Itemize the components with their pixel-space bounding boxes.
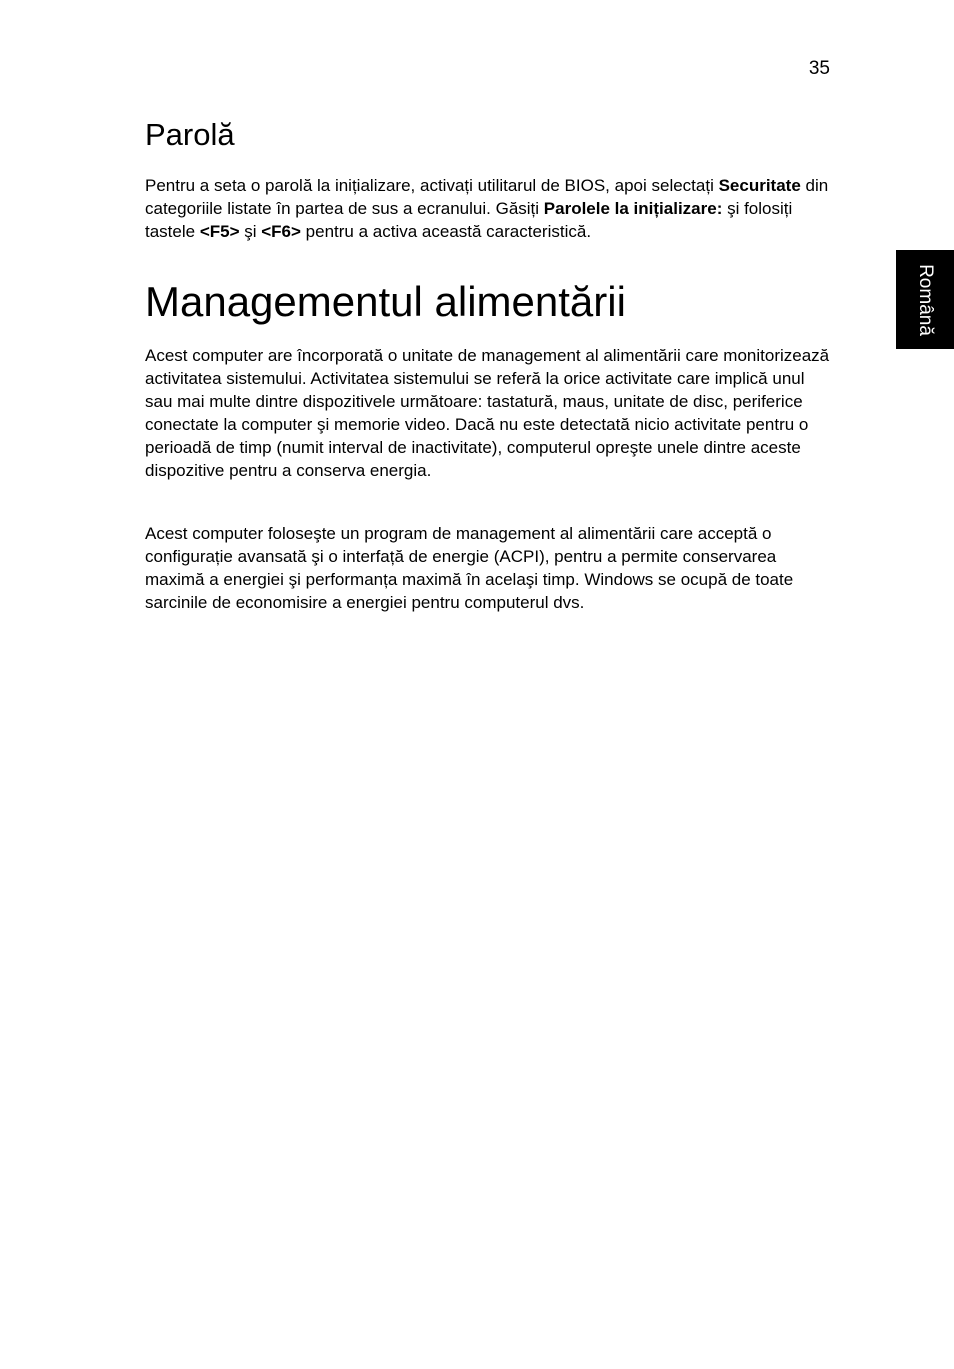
power-paragraph-2: Acest computer foloseşte un program de management al alimentării care acceptă o configurație avansată şi o interfață de energie (ACPI), pentru a permite conservarea maximă a energiei şi performanța maximă în acelaşi timp. Windows se ocupă de toate sarcinile de economisire a energiei pentru computerul dvs.: [145, 524, 794, 612]
language-tab-label: Română: [915, 263, 936, 336]
password-text-1: Pentru a seta o parolă la inițializare, activați utilitarul de BIOS, apoi selectați: [145, 176, 719, 195]
power-management-heading: Managementul alimentării: [145, 278, 626, 325]
f5-key: <F5>: [199, 222, 240, 241]
password-text-2: din categoriile listate în partea de sus a ecranului. Găsiți: [145, 176, 829, 218]
boot-password-term: Parolele la inițializare:: [543, 199, 723, 218]
f6-key: <F6>: [261, 222, 301, 241]
password-heading: Parolă: [145, 117, 235, 152]
power-paragraph-1: Acest computer are încorporată o unitate de management al alimentării care monitorizează activitatea sistemului. Activitatea sistemului se referă la orice activitate care implică unul sau mai multe dintre dispozitivele următoare: tastatură, maus, unitate de disc, periferice conectate la computer şi memorie video. Dacă nu este detectată nicio activitate pentru o perioadă de timp (numit interval de inactivitate), computerul opreşte unele dintre aceste dispozitive pentru a conserva energia.: [145, 346, 830, 480]
password-paragraph: [145, 174, 835, 243]
password-text-5: pentru a activa această caracteristică.: [300, 222, 592, 241]
password-text-3: şi folosiți tastele: [145, 199, 793, 241]
page-number: 35: [808, 58, 830, 79]
language-tab: [896, 250, 954, 349]
security-term: Securitate: [718, 176, 801, 195]
password-text-4: şi: [239, 222, 262, 241]
